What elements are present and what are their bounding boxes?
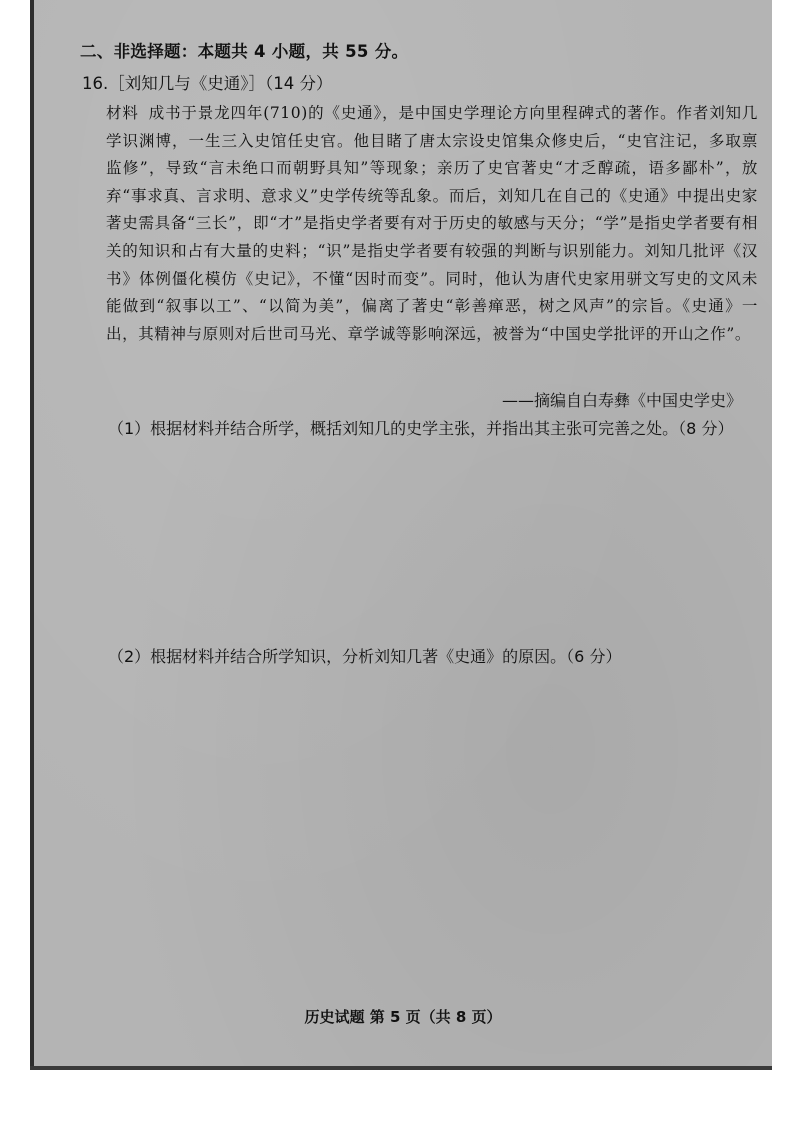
question-title: 16.［刘知几与《史通》］（14 分）: [82, 74, 333, 93]
material-text: 成书于景龙四年(710)的《史通》，是中国史学理论方向里程碑式的著作。作者刘知几学识渊博，一生三入史馆任史官。他目睹了唐太宗设史馆集众修史后，“史官注记，多取禀监修”，导致“言未绝口而朝野具知”等现象；亲历了史官著史“才乏醇疏，语多鄙朴”，放弃“事求真、言求明、意求义”史学传统等乱象。而后，刘知几在自己的《史通》中提出史家著史需具备“三长”，即“才”是指史学者要有对于历史的敏感与天分；“学”是指史学者要有相关的知识和占有大量的史料；“识”是指史学者要有较强的判断与识别能力。刘知几批评《汉书》体例僵化模仿《史记》，不懂“因时而变”。同时，他认为唐代史家用骈文写史的文风未能做到“叙事以工”、“以简为美”，偏离了著史“彰善瘅恶，树之风声”的宗旨。《史通》一出，其精神与原则对后世司马光、章学诚等影响深远，被誉为“中国史学批评的开山之作”。: [106, 104, 759, 343]
answer-area-1[interactable]: [108, 448, 748, 628]
exam-page: [34, 0, 772, 1070]
sub-question-1: （1）根据材料并结合所学，概括刘知几的史学主张，并指出其主张可完善之处。（8 分）: [108, 419, 734, 438]
material-label: 材料: [106, 104, 139, 122]
sub-question-2: （2）根据材料并结合所学知识，分析刘知几著《史通》的原因。（6 分）: [108, 647, 622, 666]
answer-area-2[interactable]: [108, 676, 748, 996]
page-footer: 历史试题 第 5 页（共 8 页）: [304, 1008, 502, 1026]
section-heading: 二、非选择题：本题共 4 小题，共 55 分。: [80, 42, 409, 61]
material-source: ——摘编自白寿彝《中国史学史》: [501, 391, 742, 410]
material-paragraph: [106, 100, 758, 348]
scan-bottom-edge: [30, 1066, 772, 1070]
